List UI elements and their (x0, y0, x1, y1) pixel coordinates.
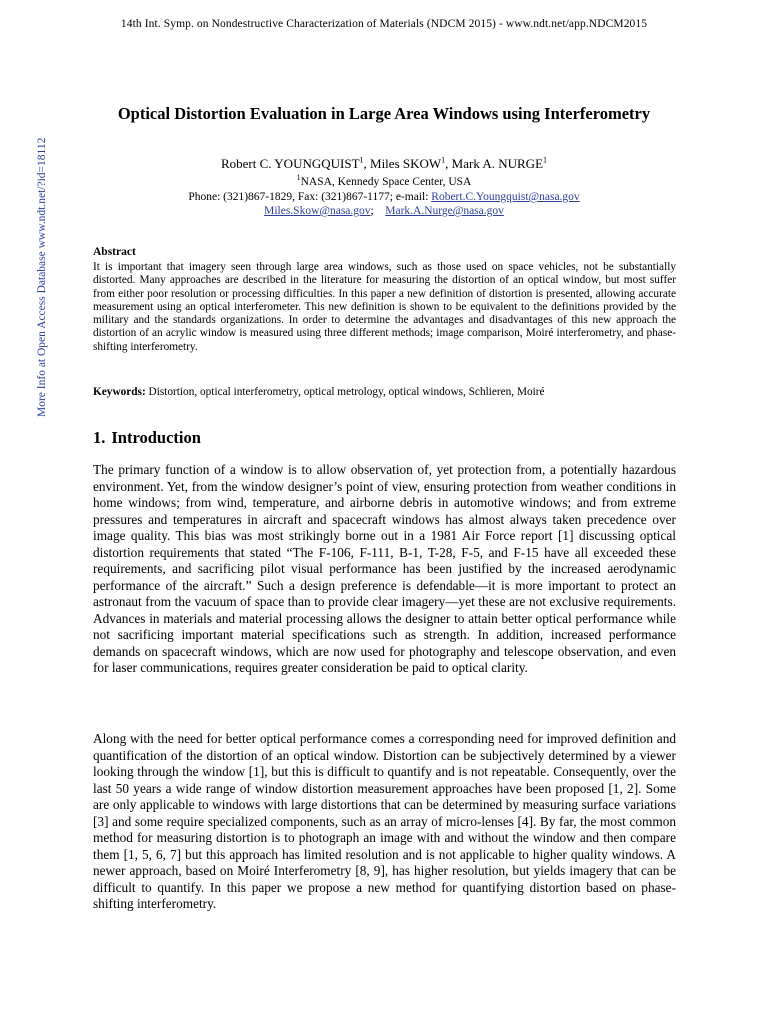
intro-paragraph: The primary function of a window is to allow observation of, yet protection from, a potentially hazardous environment. Yet, from the window designer’s point of view, ensuring protection from weather conditions in home windows; from wind, temperature, and airborne debris in automotive windows; and from extreme pressures and temperatures in aircraft and spacecraft windows has almost always taken precedence over image quality. This bias was most strikingly borne out in a 1981 Air Force report [1] discussing optical distortion requirements that stated “The F-106, F-111, B-1, T-28, F-5, and F-15 have all exceeded these requirements, and sacrificing pilot visual performance has been justified by the increased aerodynamic performance of the aircraft.” Such a design preference is defendable—it is more important to protect an astronaut from the vacuum of space than to provide clear imagery—yet these are not exclusive requirements. Advances in materials and material processing allows the designer to attain better optical performance while not sacrificing important material specifications such as strength. In addition, increased performance demands on spacecraft windows, which are now used for photography and telescope observation, and even for laser communications, requires greater consideration be paid to optical clarity. (93, 462, 676, 675)
author-affiliation-marker: 1 (543, 155, 548, 165)
abstract-heading: Abstract (93, 246, 136, 258)
email-line (0, 205, 768, 217)
author-name: Mark A. NURGE (451, 156, 544, 171)
affiliation (0, 173, 768, 188)
author-affiliation-marker: 1 (441, 155, 446, 165)
author-affiliation-marker: 1 (359, 155, 364, 165)
contact-prefix: Phone: (321)867-1829, Fax: (321)867-1177; e-mail: (188, 191, 432, 203)
abstract-body: It is important that imagery seen through large area windows, such as those used on space vehicles, not be substantially distorted. Many approaches are described in the literature for measuring the distortion of an optical window, but most suffer from either poor resolution or processing difficulties. In this paper a new definition of distortion is presented, allowing accurate measurement using an optical interferometer. This new definition is shown to be equivalent to the definitions provided by the military and the standards organizations. In order to determine the advantages and disadvantages of this new approach the distortion of an acrylic window is measured using three different methods; image comparison, Moiré interferometry, and phase-shifting interferometry. (93, 261, 676, 353)
paper-title: Optical Distortion Evaluation in Large Area Windows using Interferometry (117, 104, 651, 123)
intro-paragraph: Along with the need for better optical performance comes a corresponding need for improved definition and quantification of the distortion of an optical window. Distortion can be subjectively determined by a viewer looking through the window [1], but this is difficult to quantify and is not repeatable. Consequently, over the last 50 years a wide range of window distortion measurement approaches have been proposed [1, 2]. Some are only applicable to windows with large distortions that can be determined by measuring surface variations [3] and some require specialized components, such as an array of micro-lenses [4]. By far, the most common method for measuring distortion is to photograph an image with and without the window and then compare them [1, 5, 6, 7] but this approach has limited resolution and is not applicable to higher quality windows. A newer approach, based on Moiré Interferometry [8, 9], has higher resolution, but yields imagery that can be difficult to quantify. In this paper we propose a new method for quantifying distortion based on phase-shifting interferometry. (93, 731, 676, 911)
email-separator: ; (370, 205, 374, 217)
affiliation-text: NASA, Kennedy Space Center, USA (300, 176, 472, 188)
email-link-skow[interactable]: Miles.Skow@nasa.gov (264, 205, 371, 217)
conference-header: 14th Int. Symp. on Nondestructive Characterization of Materials (NDCM 2015) - www.ndt.net/app.NDCM2015 (120, 18, 648, 30)
section-title: Introduction (111, 428, 201, 447)
section-heading-introduction (93, 428, 201, 448)
email-link-youngquist[interactable]: Robert.C.Youngquist@nasa.gov (431, 191, 580, 203)
keywords-label: Keywords: (93, 386, 146, 398)
keywords (93, 386, 676, 398)
author-list: Robert C. YOUNGQUIST$^1$, Miles SKOW$^1$, Mark A. NURGE$^1$ (220, 155, 548, 171)
contact-line (0, 191, 768, 203)
email-link-nurge[interactable]: Mark.A.Nurge@nasa.gov (385, 205, 504, 217)
database-sidebar-link[interactable]: More Info at Open Access Database www.ndt.net/?id=18112 (36, 137, 48, 417)
author-name: Miles SKOW (370, 156, 442, 171)
keywords-text: Distortion, optical interferometry, optical metrology, optical windows, Schlieren, Moiré (145, 386, 545, 398)
author-name: Robert C. YOUNGQUIST (220, 156, 360, 171)
section-number: 1. (93, 428, 106, 447)
affiliation-marker: 1 (296, 173, 301, 183)
